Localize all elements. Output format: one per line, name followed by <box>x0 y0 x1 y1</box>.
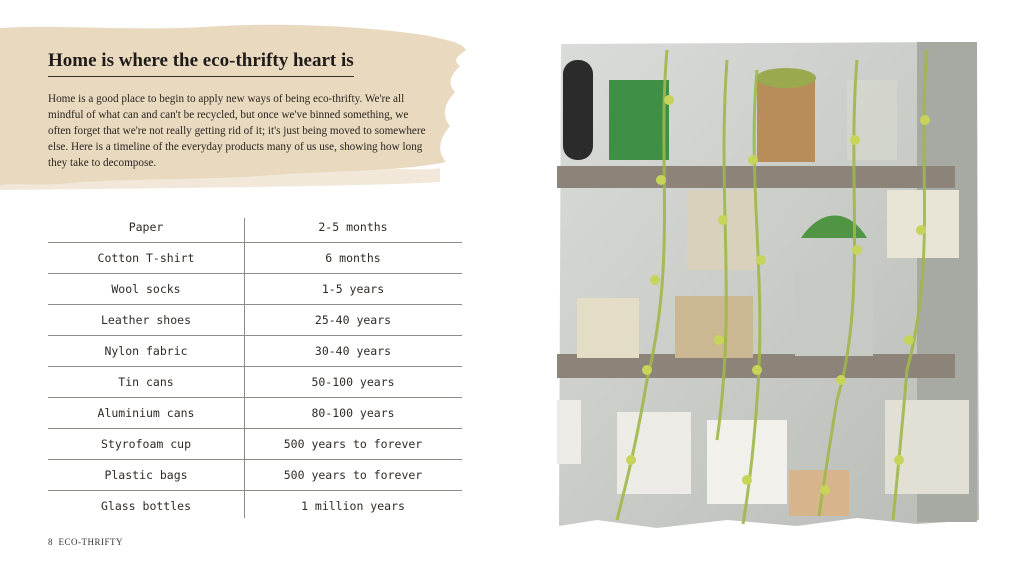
decompose-time: 6 months <box>325 251 381 265</box>
running-head: ECO-THRIFTY <box>58 537 123 547</box>
product-name: Aluminium cans <box>97 406 195 420</box>
product-name: Wool socks <box>111 282 181 296</box>
decompose-time: 25-40 years <box>314 313 392 327</box>
table-row <box>48 274 462 305</box>
product-name: Glass bottles <box>100 499 191 513</box>
decompose-time: 80-100 years <box>311 406 395 420</box>
page-number: 8 <box>48 537 53 547</box>
table-row <box>48 398 462 429</box>
table-row <box>48 212 462 243</box>
page-title: Home is where the eco-thrifty heart is <box>48 50 354 77</box>
photo-mugs-on-shelves <box>557 40 982 530</box>
decompose-time: 500 years to forever <box>283 468 423 482</box>
product-name: Nylon fabric <box>104 344 188 358</box>
decompose-time: 2-5 months <box>318 220 388 234</box>
table-row <box>48 460 462 491</box>
product-name: Plastic bags <box>104 468 188 482</box>
decomposition-timeline-table <box>48 212 462 521</box>
product-name: Cotton T-shirt <box>97 251 195 265</box>
decompose-time: 50-100 years <box>311 375 395 389</box>
page-footer <box>48 537 123 547</box>
decompose-time: 1-5 years <box>321 282 385 296</box>
product-name: Leather shoes <box>100 313 191 327</box>
intro-section <box>48 50 428 171</box>
table-row <box>48 243 462 274</box>
table-row <box>48 429 462 460</box>
decompose-time: 500 years to forever <box>283 437 423 451</box>
product-name: Paper <box>128 220 164 234</box>
decompose-time: 30-40 years <box>314 344 392 358</box>
table-row <box>48 491 462 521</box>
product-name: Tin cans <box>118 375 174 389</box>
table-row <box>48 305 462 336</box>
decompose-time: 1 million years <box>301 499 405 513</box>
table-row <box>48 367 462 398</box>
product-name: Styrofoam cup <box>100 437 191 451</box>
column-divider <box>244 218 245 518</box>
intro-paragraph: Home is a good place to begin to apply new ways of being eco-thrifty. We're all mindful of what can and can't be recycled, but once we've binned something, we often forget that we're not really getting rid of it; it's just being moved to somewhere else. Here is a timeline of the everyday products many of us use, showing how long they take to decompose. <box>48 93 426 169</box>
table-row <box>48 336 462 367</box>
